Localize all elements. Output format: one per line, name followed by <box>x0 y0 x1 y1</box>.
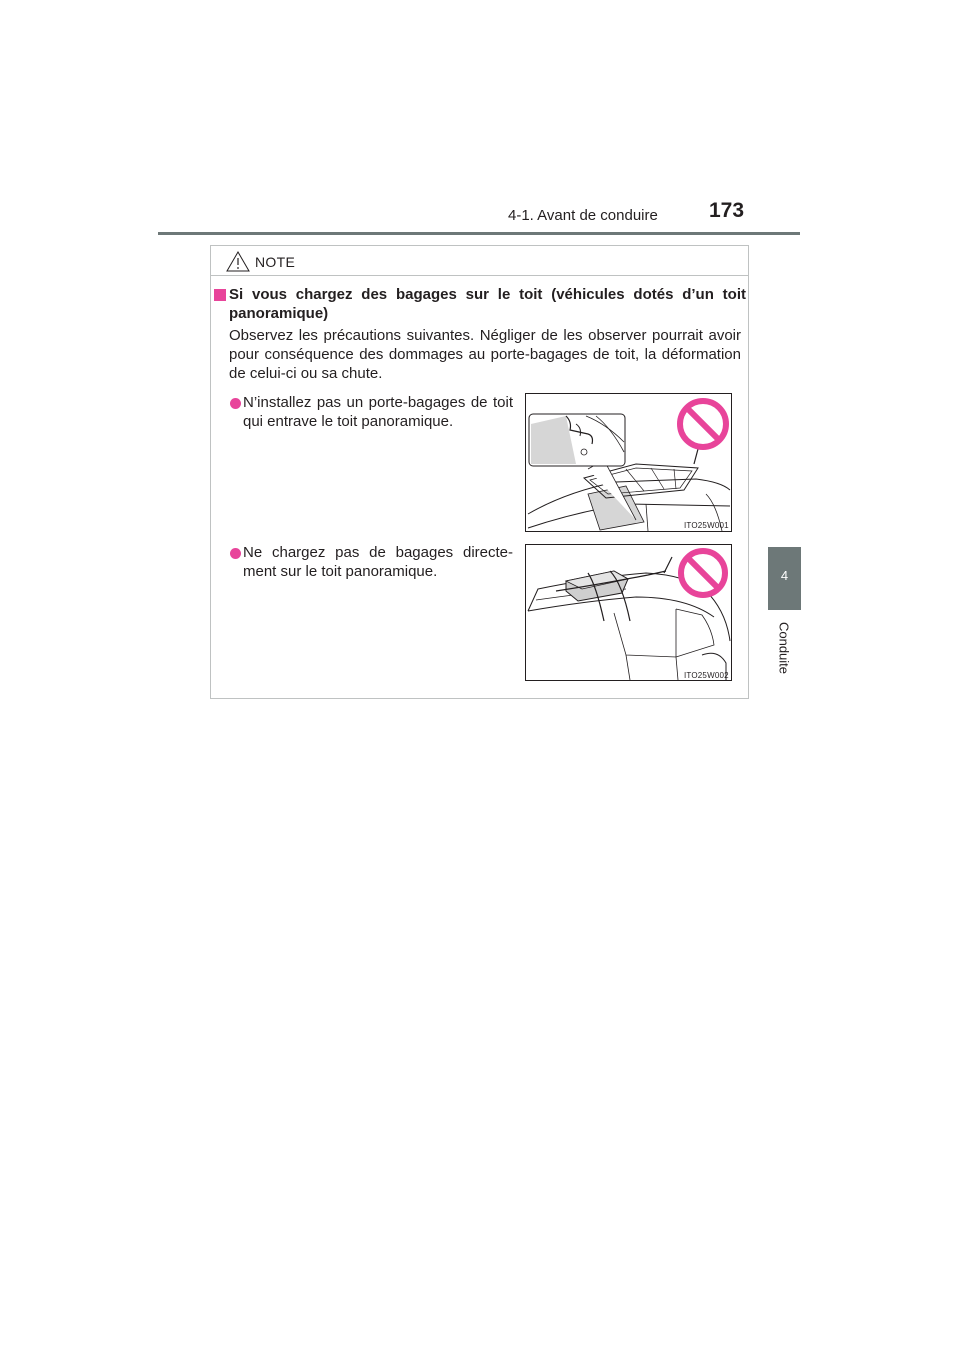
chapter-label: Conduite <box>776 621 792 675</box>
figure-roof-luggage <box>525 544 732 681</box>
note-title: NOTE <box>255 254 296 270</box>
section-header: 4-1. Avant de conduire <box>508 207 658 224</box>
chapter-number: 4 <box>780 568 789 583</box>
warning-icon <box>226 251 250 272</box>
roof-rack-illustration <box>526 394 731 531</box>
note-header <box>211 246 748 276</box>
bullet-icon <box>230 398 241 409</box>
figure-code: ITO25W001 <box>684 521 729 530</box>
header-divider <box>158 232 800 235</box>
roof-luggage-illustration <box>526 545 731 680</box>
figure-code: ITO25W002 <box>684 671 729 680</box>
figure-roof-rack <box>525 393 732 532</box>
prohibited-icon <box>680 401 726 447</box>
prohibited-icon <box>681 551 725 595</box>
page-number: 173 <box>709 199 745 222</box>
section-body: Observez les précautions suivantes. Négliger de les observer pourrait avoir pour conséquence des dommages au porte-bagages de toit, la déformation de celui-ci ou sa chute. <box>229 327 741 382</box>
list-item-text: N’installez pas un porte-bagages de toit qui entrave le toit panoramique. <box>243 394 513 430</box>
bullet-icon <box>230 548 241 559</box>
section-title: Si vous chargez des bagages sur le toit (véhicules dotés d’un toit panoramique) <box>229 286 746 322</box>
section-marker <box>214 289 226 301</box>
list-item-text: Ne chargez pas de bagages directe-ment sur le toit panoramique. <box>243 544 513 580</box>
